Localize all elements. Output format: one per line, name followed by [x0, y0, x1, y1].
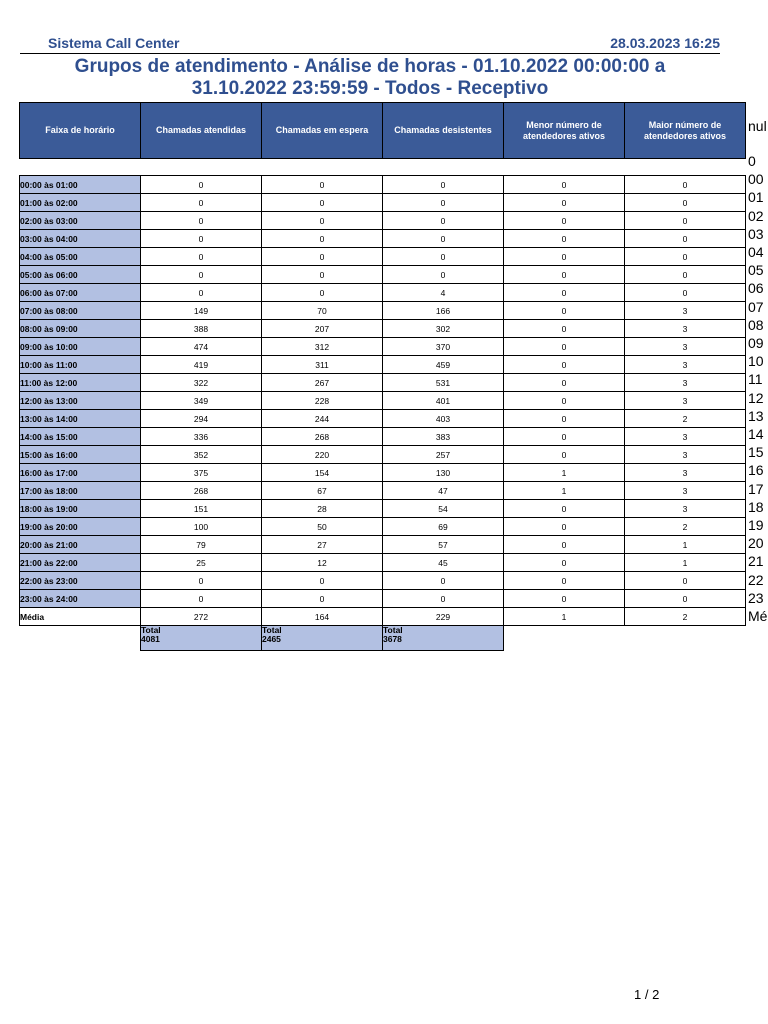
side-column-item: 03 [748, 225, 764, 242]
side-column-item: 10 [748, 353, 764, 370]
value-cell: 25 [141, 554, 262, 572]
time-range-cell: 11:00 às 12:00 [20, 374, 141, 392]
value-cell: 0 [504, 266, 625, 284]
value-cell: 302 [383, 320, 504, 338]
time-range-cell: 16:00 às 17:00 [20, 464, 141, 482]
time-range-cell: 21:00 às 22:00 [20, 554, 141, 572]
value-cell: 0 [504, 590, 625, 608]
value-cell: 100 [141, 518, 262, 536]
system-name: Sistema Call Center [48, 35, 180, 51]
side-column-item: 17 [748, 480, 764, 497]
value-cell: 267 [262, 374, 383, 392]
value-cell: 322 [141, 374, 262, 392]
value-cell: 0 [383, 230, 504, 248]
value-cell: 3 [625, 302, 746, 320]
value-cell: 352 [141, 446, 262, 464]
value-cell: 0 [625, 590, 746, 608]
side-column-item: 00 [748, 171, 764, 188]
value-cell: 0 [504, 212, 625, 230]
value-cell: 1 [504, 482, 625, 500]
table-row [20, 248, 746, 266]
table-row [20, 266, 746, 284]
page-header [20, 35, 720, 54]
value-cell: 0 [504, 428, 625, 446]
time-range-cell: 23:00 às 24:00 [20, 590, 141, 608]
table-row [20, 176, 746, 194]
value-cell: 0 [504, 536, 625, 554]
value-cell: 0 [383, 590, 504, 608]
value-cell: 459 [383, 356, 504, 374]
side-column-item: 23 [748, 589, 764, 606]
value-cell: 12 [262, 554, 383, 572]
side-column-item: Mé [748, 608, 768, 624]
side-column-item: 16 [748, 462, 764, 479]
value-cell: 70 [262, 302, 383, 320]
time-range-cell: 03:00 às 04:00 [20, 230, 141, 248]
value-cell: 0 [504, 554, 625, 572]
column-header-min-agents: Menor número de atendedores ativos [504, 103, 625, 159]
value-cell: 244 [262, 410, 383, 428]
table-header-row [20, 103, 746, 159]
total-value: 4081 [141, 634, 160, 644]
time-range-cell: 14:00 às 15:00 [20, 428, 141, 446]
value-cell: 0 [504, 320, 625, 338]
value-cell: 0 [504, 284, 625, 302]
side-column-item: 07 [748, 298, 764, 315]
table-body [20, 159, 746, 651]
value-cell: 0 [262, 248, 383, 266]
table-row [20, 554, 746, 572]
table-row [20, 428, 746, 446]
time-range-cell: 19:00 às 20:00 [20, 518, 141, 536]
totals-row [20, 626, 746, 651]
column-header-time-range: Faixa de horário [20, 103, 141, 159]
value-cell: 166 [383, 302, 504, 320]
value-cell: 0 [504, 302, 625, 320]
table-row [20, 464, 746, 482]
value-cell: 0 [504, 194, 625, 212]
value-cell: 0 [383, 194, 504, 212]
value-cell: 27 [262, 536, 383, 554]
table-row [20, 518, 746, 536]
value-cell: 0 [262, 266, 383, 284]
value-cell: 349 [141, 392, 262, 410]
time-range-cell: 15:00 às 16:00 [20, 446, 141, 464]
value-cell: 0 [141, 194, 262, 212]
value-cell: 0 [625, 248, 746, 266]
value-cell: 0 [262, 212, 383, 230]
value-cell: 0 [262, 194, 383, 212]
value-cell: 0 [141, 590, 262, 608]
time-range-cell: 08:00 às 09:00 [20, 320, 141, 338]
value-cell: 0 [625, 230, 746, 248]
value-cell: 3 [625, 500, 746, 518]
mean-label-cell: Média [20, 608, 141, 626]
value-cell: 0 [262, 590, 383, 608]
value-cell: 220 [262, 446, 383, 464]
total-label: Total [141, 625, 161, 635]
value-cell: 0 [504, 518, 625, 536]
value-cell: 3 [625, 446, 746, 464]
value-cell: 69 [383, 518, 504, 536]
mean-value-cell: 229 [383, 608, 504, 626]
value-cell: 3 [625, 392, 746, 410]
value-cell: 3 [625, 428, 746, 446]
value-cell: 0 [504, 572, 625, 590]
value-cell: 268 [262, 428, 383, 446]
side-column-header: nul [748, 118, 767, 134]
value-cell: 0 [504, 356, 625, 374]
mean-value-cell: 164 [262, 608, 383, 626]
time-range-cell: 13:00 às 14:00 [20, 410, 141, 428]
value-cell: 0 [504, 392, 625, 410]
value-cell: 0 [141, 572, 262, 590]
value-cell: 3 [625, 320, 746, 338]
value-cell: 0 [504, 374, 625, 392]
time-range-cell: 02:00 às 03:00 [20, 212, 141, 230]
side-column-item: 20 [748, 535, 764, 552]
column-header-abandoned: Chamadas desistentes [383, 103, 504, 159]
side-column-item: 14 [748, 426, 764, 442]
side-column-item: 08 [748, 316, 764, 333]
value-cell: 3 [625, 338, 746, 356]
side-column-item: 02 [748, 207, 764, 224]
time-range-cell: 12:00 às 13:00 [20, 392, 141, 410]
value-cell: 388 [141, 320, 262, 338]
value-cell: 0 [625, 194, 746, 212]
value-cell: 151 [141, 500, 262, 518]
value-cell: 0 [383, 176, 504, 194]
mean-value-cell: 272 [141, 608, 262, 626]
column-header-answered: Chamadas atendidas [141, 103, 262, 159]
total-cell [141, 626, 262, 651]
total-label: Total [383, 625, 403, 635]
side-column-item: 09 [748, 335, 764, 351]
table-row [20, 284, 746, 302]
mean-row [20, 608, 746, 626]
value-cell: 0 [141, 176, 262, 194]
time-range-cell: 10:00 às 11:00 [20, 356, 141, 374]
time-range-cell: 05:00 às 06:00 [20, 266, 141, 284]
page-indicator: 1 / 2 [634, 987, 660, 1002]
table-spacer [20, 159, 746, 176]
value-cell: 207 [262, 320, 383, 338]
value-cell: 45 [383, 554, 504, 572]
value-cell: 0 [383, 212, 504, 230]
value-cell: 3 [625, 374, 746, 392]
table-row [20, 356, 746, 374]
side-column-item: 11 [748, 371, 763, 388]
value-cell: 54 [383, 500, 504, 518]
value-cell: 403 [383, 410, 504, 428]
value-cell: 228 [262, 392, 383, 410]
side-column-item: 21 [748, 553, 764, 570]
value-cell: 2 [625, 410, 746, 428]
table-row [20, 446, 746, 464]
value-cell: 419 [141, 356, 262, 374]
value-cell: 294 [141, 410, 262, 428]
report-title [20, 56, 720, 100]
value-cell: 531 [383, 374, 504, 392]
time-range-cell: 07:00 às 08:00 [20, 302, 141, 320]
time-range-cell: 20:00 às 21:00 [20, 536, 141, 554]
value-cell: 312 [262, 338, 383, 356]
value-cell: 0 [141, 284, 262, 302]
value-cell: 268 [141, 482, 262, 500]
side-column-item: 22 [748, 571, 764, 588]
time-range-cell: 17:00 às 18:00 [20, 482, 141, 500]
total-cell [262, 626, 383, 651]
total-value: 2465 [262, 634, 281, 644]
totals-empty-cell [504, 626, 625, 651]
value-cell: 0 [383, 266, 504, 284]
side-column-item: 19 [748, 517, 764, 533]
value-cell: 0 [504, 446, 625, 464]
total-label: Total [262, 625, 282, 635]
value-cell: 257 [383, 446, 504, 464]
value-cell: 0 [262, 176, 383, 194]
value-cell: 0 [504, 338, 625, 356]
side-column-item: 04 [748, 244, 764, 260]
table-row [20, 212, 746, 230]
time-range-cell: 00:00 às 01:00 [20, 176, 141, 194]
value-cell: 383 [383, 428, 504, 446]
value-cell: 154 [262, 464, 383, 482]
table-row [20, 482, 746, 500]
total-value: 3678 [383, 634, 402, 644]
time-range-cell: 22:00 às 23:00 [20, 572, 141, 590]
time-range-cell: 01:00 às 02:00 [20, 194, 141, 212]
value-cell: 0 [504, 500, 625, 518]
table-row [20, 302, 746, 320]
report-title-line-2: 31.10.2022 23:59:59 - Todos - Receptivo [191, 78, 549, 99]
table-row [20, 230, 746, 248]
table-row [20, 410, 746, 428]
value-cell: 336 [141, 428, 262, 446]
value-cell: 0 [625, 572, 746, 590]
time-range-cell: 18:00 às 19:00 [20, 500, 141, 518]
value-cell: 474 [141, 338, 262, 356]
value-cell: 47 [383, 482, 504, 500]
table-row [20, 338, 746, 356]
mean-value-cell: 2 [625, 608, 746, 626]
hours-analysis-table [19, 102, 746, 651]
time-range-cell: 06:00 às 07:00 [20, 284, 141, 302]
value-cell: 67 [262, 482, 383, 500]
value-cell: 130 [383, 464, 504, 482]
table-row [20, 374, 746, 392]
value-cell: 4 [383, 284, 504, 302]
value-cell: 0 [262, 284, 383, 302]
side-column-item: 01 [748, 189, 764, 206]
side-column-item: 12 [748, 389, 764, 406]
value-cell: 311 [262, 356, 383, 374]
value-cell: 1 [625, 554, 746, 572]
side-column-item: 18 [748, 498, 764, 515]
value-cell: 0 [141, 230, 262, 248]
report-timestamp: 28.03.2023 16:25 [610, 35, 720, 51]
value-cell: 0 [625, 284, 746, 302]
value-cell: 0 [141, 212, 262, 230]
value-cell: 0 [141, 266, 262, 284]
value-cell: 0 [504, 230, 625, 248]
value-cell: 1 [504, 464, 625, 482]
value-cell: 0 [262, 230, 383, 248]
side-column-item: 0 [748, 153, 756, 169]
value-cell: 149 [141, 302, 262, 320]
table-row [20, 590, 746, 608]
mean-value-cell: 1 [504, 608, 625, 626]
value-cell: 375 [141, 464, 262, 482]
time-range-cell: 09:00 às 10:00 [20, 338, 141, 356]
total-cell [383, 626, 504, 651]
value-cell: 0 [141, 248, 262, 266]
table-row [20, 536, 746, 554]
value-cell: 401 [383, 392, 504, 410]
time-range-cell: 04:00 às 05:00 [20, 248, 141, 266]
value-cell: 1 [625, 536, 746, 554]
value-cell: 57 [383, 536, 504, 554]
totals-empty-cell [20, 626, 141, 651]
table-row [20, 500, 746, 518]
value-cell: 50 [262, 518, 383, 536]
side-column-item: 15 [748, 444, 764, 461]
value-cell: 3 [625, 464, 746, 482]
side-column-item: 05 [748, 262, 764, 279]
value-cell: 28 [262, 500, 383, 518]
column-header-waiting: Chamadas em espera [262, 103, 383, 159]
value-cell: 0 [504, 176, 625, 194]
value-cell: 370 [383, 338, 504, 356]
value-cell: 0 [625, 212, 746, 230]
table-row [20, 572, 746, 590]
table-row [20, 194, 746, 212]
totals-empty-cell [625, 626, 746, 651]
value-cell: 0 [625, 266, 746, 284]
value-cell: 0 [262, 572, 383, 590]
table-row [20, 320, 746, 338]
side-column-item: 06 [748, 280, 764, 297]
value-cell: 79 [141, 536, 262, 554]
value-cell: 0 [383, 248, 504, 266]
value-cell: 0 [504, 248, 625, 266]
value-cell: 0 [625, 176, 746, 194]
value-cell: 0 [383, 572, 504, 590]
table-row [20, 392, 746, 410]
column-header-max-agents: Maior número de atendedores ativos [625, 103, 746, 159]
value-cell: 3 [625, 482, 746, 500]
value-cell: 2 [625, 518, 746, 536]
report-title-line-1: Grupos de atendimento - Análise de horas - 01.10.2022 00:00:00 a [74, 56, 666, 77]
value-cell: 0 [504, 410, 625, 428]
side-column-item: 13 [748, 407, 764, 424]
value-cell: 3 [625, 356, 746, 374]
